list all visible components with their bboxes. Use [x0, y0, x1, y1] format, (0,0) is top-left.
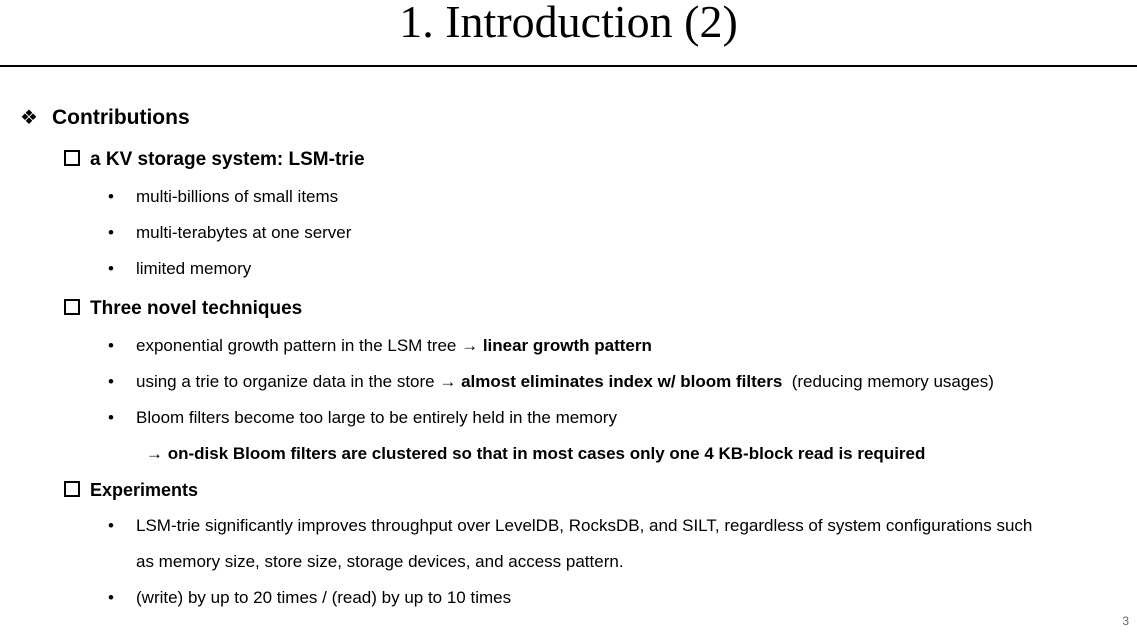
list-item: • multi-billions of small items: [108, 187, 339, 206]
bullet-icon: •: [108, 336, 114, 355]
bullet-icon: •: [108, 516, 114, 535]
bullet-icon: •: [108, 588, 114, 607]
list-item: • (write) by up to 20 times / (read) by up to 10 times: [108, 588, 512, 607]
section-contributions: [20, 105, 190, 130]
diamond-bullet-icon: ❖: [20, 107, 38, 129]
bullet-icon: •: [108, 259, 114, 278]
list-item: • exponential growth pattern in the LSM tree → linear growth pattern: [108, 336, 652, 355]
bullet-icon: •: [108, 223, 114, 242]
title-divider: [0, 65, 1137, 67]
arrow-right-icon: →: [146, 444, 163, 463]
bullet-icon: •: [108, 372, 114, 391]
page-number: 3: [1122, 614, 1129, 628]
list-item: • LSM-trie significantly improves throughput over LevelDB, RocksDB, and SILT, regardless of system configurations such: [108, 516, 1033, 535]
sub-note: → on-disk Bloom filters are clustered so that in most cases only one 4 KB-block read is required: [146, 444, 926, 463]
checkbox-icon: [64, 481, 80, 497]
list-item: • multi-terabytes at one server: [108, 223, 352, 242]
list-item: • Bloom filters become too large to be entirely held in the memory: [108, 408, 617, 427]
list-item: • limited memory: [108, 259, 252, 278]
checkbox-icon: [64, 150, 80, 166]
list-item: • using a trie to organize data in the store → almost eliminates index w/ bloom filters (reducing memory usages): [108, 372, 994, 391]
group-heading-experiments: Experiments: [64, 480, 198, 501]
group-heading-kv-storage: a KV storage system: LSM-trie: [64, 149, 365, 171]
checkbox-icon: [64, 299, 80, 315]
page-title: 1. Introduction (2): [399, 0, 738, 47]
bullet-icon: •: [108, 408, 114, 427]
bullet-icon: •: [108, 187, 114, 206]
list-item-continuation: as memory size, store size, storage devices, and access pattern.: [136, 552, 624, 571]
group-heading-techniques: Three novel techniques: [64, 298, 302, 320]
section-label: Contributions: [52, 106, 190, 129]
